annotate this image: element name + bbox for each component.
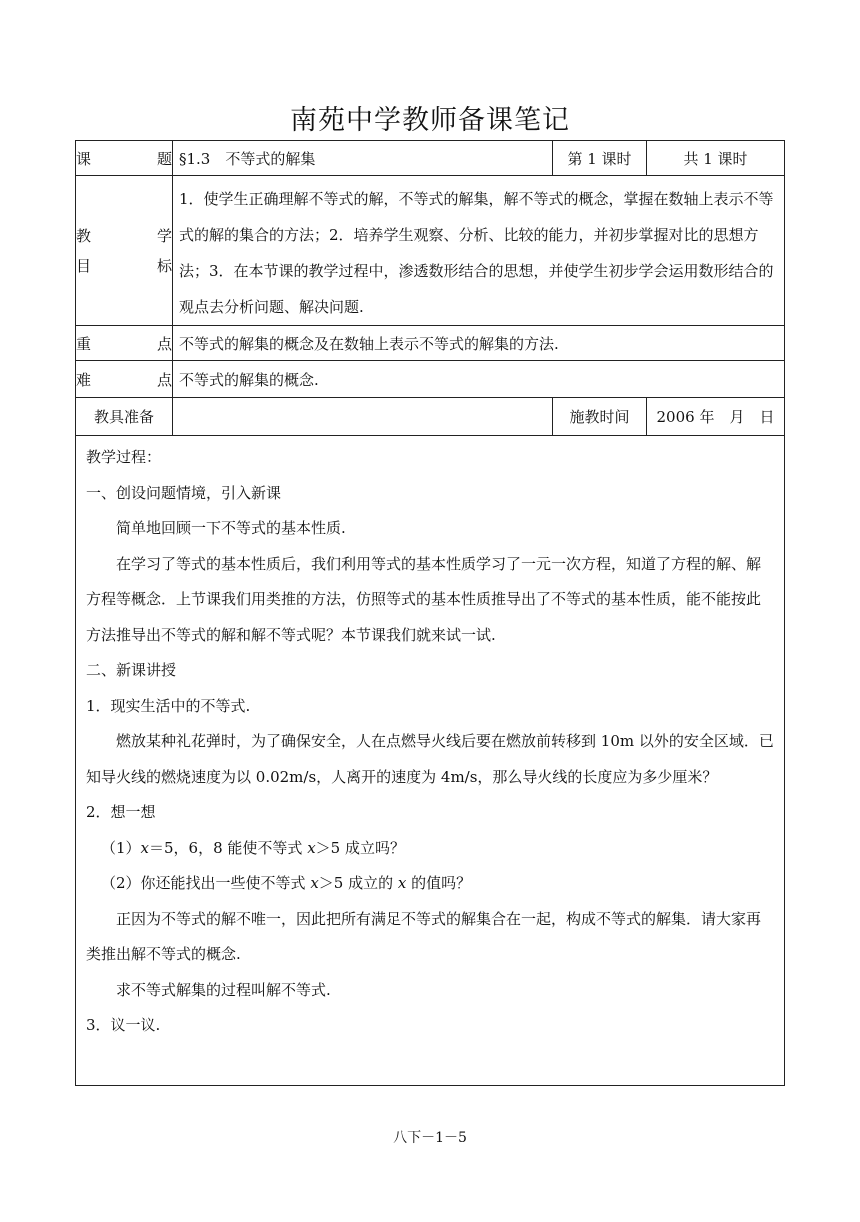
goals-text: 1．使学生正确理解不等式的解，不等式的解集，解不等式的概念，掌握在数轴上表示不等式的解的集合的方法；2．培养学生观察、分析、比较的能力，并初步掌握对比的思想方法；3．在本节课的教学过程中，渗透数形结合的思想，并使学生初步学会运用数形结合的观点去分析问题、解决问题. [173, 176, 785, 326]
item-1-text: 燃放某种礼花弹时，为了确保安全，人在点燃导火线后要在燃放前转移到 10m 以外的安全区域．已知导火线的燃烧速度为以 0.02m/s，人离开的速度为 4m/s，那么导火线的长度应为多少厘米？ [86, 732, 774, 786]
lesson-plan-table [75, 140, 785, 1086]
page-number: 八下－1－5 [393, 1130, 467, 1146]
prep-row [76, 398, 785, 436]
topic-row [76, 141, 785, 176]
item-3-title: 3．议一议. [86, 1016, 161, 1034]
process-row [76, 436, 785, 1086]
process-heading: 教学过程： [86, 448, 162, 466]
question-2: （2）你还能找出一些使不等式 x＞5 成立的 x 的值吗？ [101, 874, 472, 892]
section-1-paragraph-1: 简单地回顾一下不等式的基本性质. [116, 519, 346, 537]
process-content [76, 436, 785, 1086]
topic-value: §1.3 不等式的解集 [173, 141, 553, 176]
solve-definition: 求不等式解集的过程叫解不等式. [116, 980, 331, 999]
question-1: （1）x＝5，6，8 能使不等式 x＞5 成立吗？ [101, 838, 405, 857]
lesson-total: 共 1 课时 [647, 141, 785, 176]
key-point-row [76, 326, 785, 361]
topic-label: 课 题 [76, 141, 173, 176]
difficulty-label: 难 点 [76, 361, 173, 398]
concept-paragraph: 正因为不等式的解不唯一，因此把所有满足不等式的解集合在一起，构成不等式的解集．请大家再类推出解不等式的概念. [86, 909, 762, 963]
prep-value [173, 398, 553, 436]
goals-label: 教 学 目 标 [76, 176, 173, 326]
goals-row [76, 176, 785, 326]
difficulty-text: 不等式的解集的概念. [173, 361, 785, 398]
difficulty-row [76, 361, 785, 398]
item-2-title: 2．想一想 [86, 803, 156, 821]
key-point-text: 不等式的解集的概念及在数轴上表示不等式的解集的方法. [173, 326, 785, 361]
key-point-label: 重 点 [76, 326, 173, 361]
section-2-title: 二、新课讲授 [86, 661, 177, 679]
time-label: 施教时间 [553, 398, 647, 436]
page-title: 南苑中学教师备课笔记 [290, 105, 570, 136]
prep-label: 教具准备 [76, 398, 173, 436]
section-1-title: 一、创设问题情境，引入新课 [86, 483, 282, 502]
item-1-title: 1．现实生活中的不等式. [86, 696, 251, 715]
date-value: 2006 年 月 日 [647, 398, 785, 436]
lesson-number: 第 1 课时 [553, 141, 647, 176]
section-1-paragraph-2: 在学习了等式的基本性质后，我们利用等式的基本性质学习了一元一次方程，知道了方程的解、解方程等概念．上节课我们用类推的方法，仿照等式的基本性质推导出了不等式的基本性质，能不能按此方法推导出不等式的解和解不等式呢？本节课我们就来试一试. [86, 554, 762, 644]
